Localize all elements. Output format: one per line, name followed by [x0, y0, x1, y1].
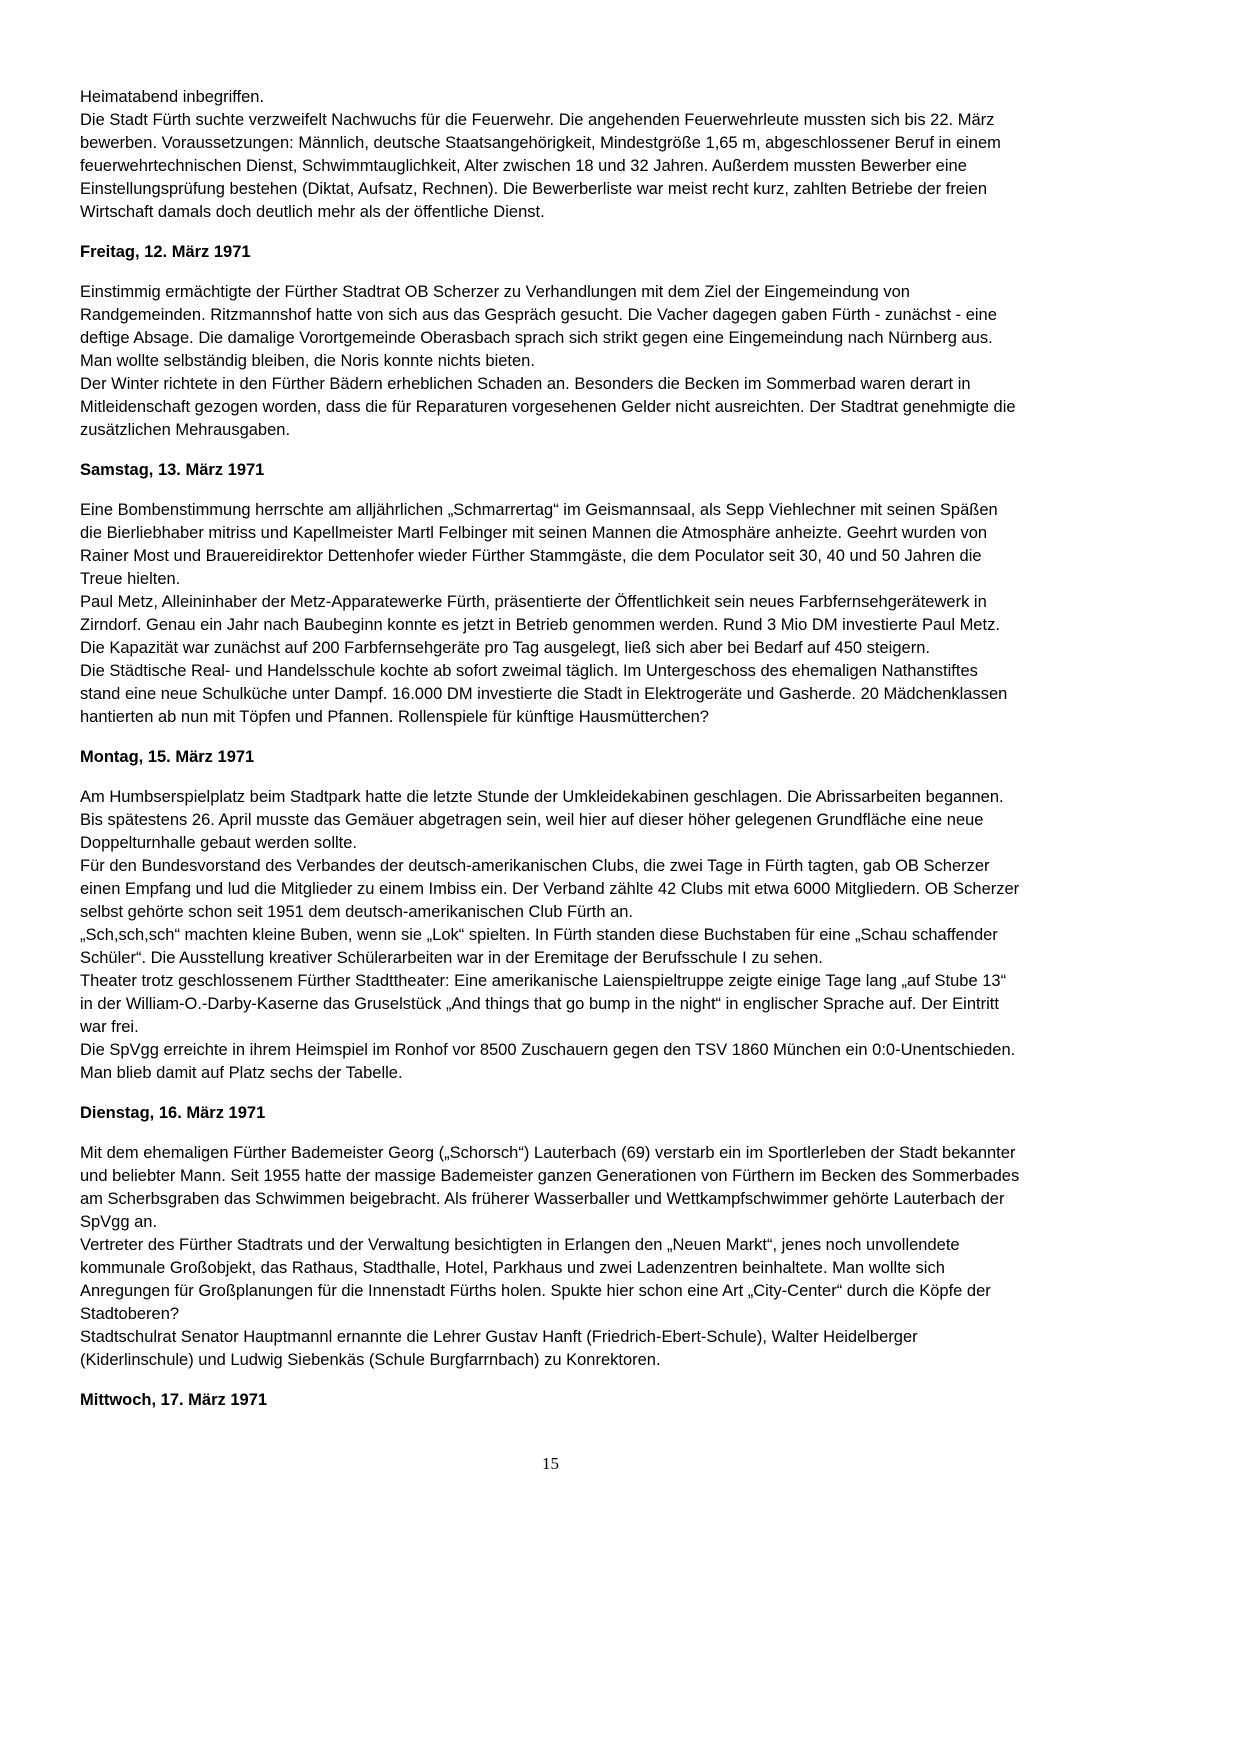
paragraph: Paul Metz, Alleininhaber der Metz-Apparatewerke Fürth, präsentierte der Öffentlichkeit sein neues Farbfernsehgerätewerk in Zirndorf. Genau ein Jahr nach Baubeginn konnte es jetzt in Betrieb genommen werden. Rund 3 Mio DM investierte Paul Metz. Die Kapazität war zunächst auf 200 Farbfernsehgeräte pro Tag ausgelegt, ließ sich aber bei Bedarf auf 450 steigern. [80, 593, 1000, 657]
section-heading: Freitag, 12. März 1971 [80, 243, 251, 261]
paragraph: Vertreter des Fürther Stadtrats und der Verwaltung besichtigten in Erlangen den „Neuen Markt“, jenes noch unvollendete kommunale Großobjekt, das Rathaus, Stadthalle, Hotel, Parkhaus und zwei Ladenzentren beinhaltete. Man wollte sich Anregungen für Großplanungen für die Innenstadt Fürths holen. Spukte hier schon eine Art „City-Center“ durch die Köpfe der Stadtoberen? [80, 1236, 991, 1323]
section-heading: Samstag, 13. März 1971 [80, 461, 265, 479]
paragraph: Stadtschulrat Senator Hauptmannl ernannte die Lehrer Gustav Hanft (Friedrich-Ebert-Schule), Walter Heidelberger (Kiderlinschule) und Ludwig Siebenkäs (Schule Burgfarrnbach) zu Konrektoren. [80, 1328, 918, 1369]
section-heading: Montag, 15. März 1971 [80, 748, 255, 766]
paragraph: Theater trotz geschlossenem Fürther Stadttheater: Eine amerikanische Laienspieltruppe zeigte einige Tage lang „auf Stube 13“ in der William-O.-Darby-Kaserne das Gruselstück „And things that go bump in the night“ in englischer Sprache auf. Der Eintritt war frei. [80, 972, 1007, 1036]
paragraph: Am Humbserspielplatz beim Stadtpark hatte die letzte Stunde der Umkleidekabinen geschlagen. Die Abrissarbeiten begannen. Bis spätestens 26. April musste das Gemäuer abgetragen sein, weil hier auf dieser höher gelegenen Grundfläche eine neue Doppelturnhalle gebaut werden sollte. [80, 788, 1004, 852]
page-number: 15 [542, 1454, 559, 1473]
paragraph: Die SpVgg erreichte in ihrem Heimspiel im Ronhof vor 8500 Zuschauern gegen den TSV 1860 München ein 0:0-Unentschieden. Man blieb damit auf Platz sechs der Tabelle. [80, 1041, 1016, 1082]
paragraph: Die Stadt Fürth suchte verzweifelt Nachwuchs für die Feuerwehr. Die angehenden Feuerwehrleute mussten sich bis 22. März bewerben. Voraussetzungen: Männlich, deutsche Staatsangehörigkeit, Mindestgröße 1,65 m, abgeschlossener Beruf in einem feuerwehrtechnischen Dienst, Schwimmtauglichkeit, Alter zwischen 18 und 32 Jahren. Außerdem mussten Bewerber eine Einstellungsprüfung bestehen (Diktat, Aufsatz, Rechnen). Die Bewerberliste war meist recht kurz, zahlten Betriebe der freien Wirtschaft damals doch deutlich mehr als der öffentliche Dienst. [80, 111, 1001, 221]
section-heading: Mittwoch, 17. März 1971 [80, 1391, 268, 1409]
document-body [80, 86, 1021, 1412]
paragraph: Die Städtische Real- und Handelsschule kochte ab sofort zweimal täglich. Im Untergeschoss des ehemaligen Nathanstiftes stand eine neue Schulküche unter Dampf. 16.000 DM investierte die Stadt in Elektrogeräte und Gasherde. 20 Mädchenklassen hantierten ab nun mit Töpfen und Pfannen. Rollenspiele für künftige Hausmütterchen? [80, 662, 1008, 726]
paragraph: Der Winter richtete in den Fürther Bädern erheblichen Schaden an. Besonders die Becken im Sommerbad waren derart in Mitleidenschaft gezogen worden, dass die für Reparaturen vorgesehenen Gelder nicht ausreichten. Der Stadtrat genehmigte die zusätzlichen Mehrausgaben. [80, 375, 1016, 439]
section-heading: Dienstag, 16. März 1971 [80, 1104, 266, 1122]
paragraph: „Sch,sch,sch“ machten kleine Buben, wenn sie „Lok“ spielten. In Fürth standen diese Buchstaben für eine „Schau schaffender Schüler“. Die Ausstellung kreativer Schülerarbeiten war in der Eremitage der Berufsschule I zu sehen. [80, 926, 998, 967]
paragraph: Heimatabend inbegriffen. [80, 88, 265, 106]
paragraph: Eine Bombenstimmung herrschte am alljährlichen „Schmarrertag“ im Geismannsaal, als Sepp Viehlechner mit seinen Späßen die Bierliebhaber mitriss und Kapellmeister Martl Felbinger mit seinen Mannen die Atmosphäre anheizte. Geehrt wurden von Rainer Most und Brauereidirektor Dettenhofer wieder Fürther Stammgäste, die dem Poculator seit 30, 40 und 50 Jahren die Treue hielten. [80, 501, 998, 588]
paragraph: Einstimmig ermächtigte der Fürther Stadtrat OB Scherzer zu Verhandlungen mit dem Ziel der Eingemeindung von Randgemeinden. Ritzmannshof hatte von sich aus das Gespräch gesucht. Die Vacher dagegen gaben Fürth - zunächst - eine deftige Absage. Die damalige Vorortgemeinde Oberasbach sprach sich strikt gegen eine Eingemeindung nach Nürnberg aus. Man wollte selbständig bleiben, die Noris konnte nichts bieten. [80, 283, 997, 370]
paragraph: Für den Bundesvorstand des Verbandes der deutsch-amerikanischen Clubs, die zwei Tage in Fürth tagten, gab OB Scherzer einen Empfang und lud die Mitglieder zu einem Imbiss ein. Der Verband zählte 42 Clubs mit etwa 6000 Mitgliedern. OB Scherzer selbst gehörte schon seit 1951 dem deutsch-amerikanischen Club Fürth an. [80, 857, 1020, 921]
paragraph: Mit dem ehemaligen Fürther Bademeister Georg („Schorsch“) Lauterbach (69) verstarb ein im Sportlerleben der Stadt bekannter und beliebter Mann. Seit 1955 hatte der massige Bademeister ganzen Generationen von Fürthern im Becken des Sommerbades am Scherbsgraben das Schwimmen beigebracht. Als früherer Wasserballer und Wettkampfschwimmer gehörte Lauterbach der SpVgg an. [80, 1144, 1020, 1231]
page-footer [80, 1452, 1021, 1475]
